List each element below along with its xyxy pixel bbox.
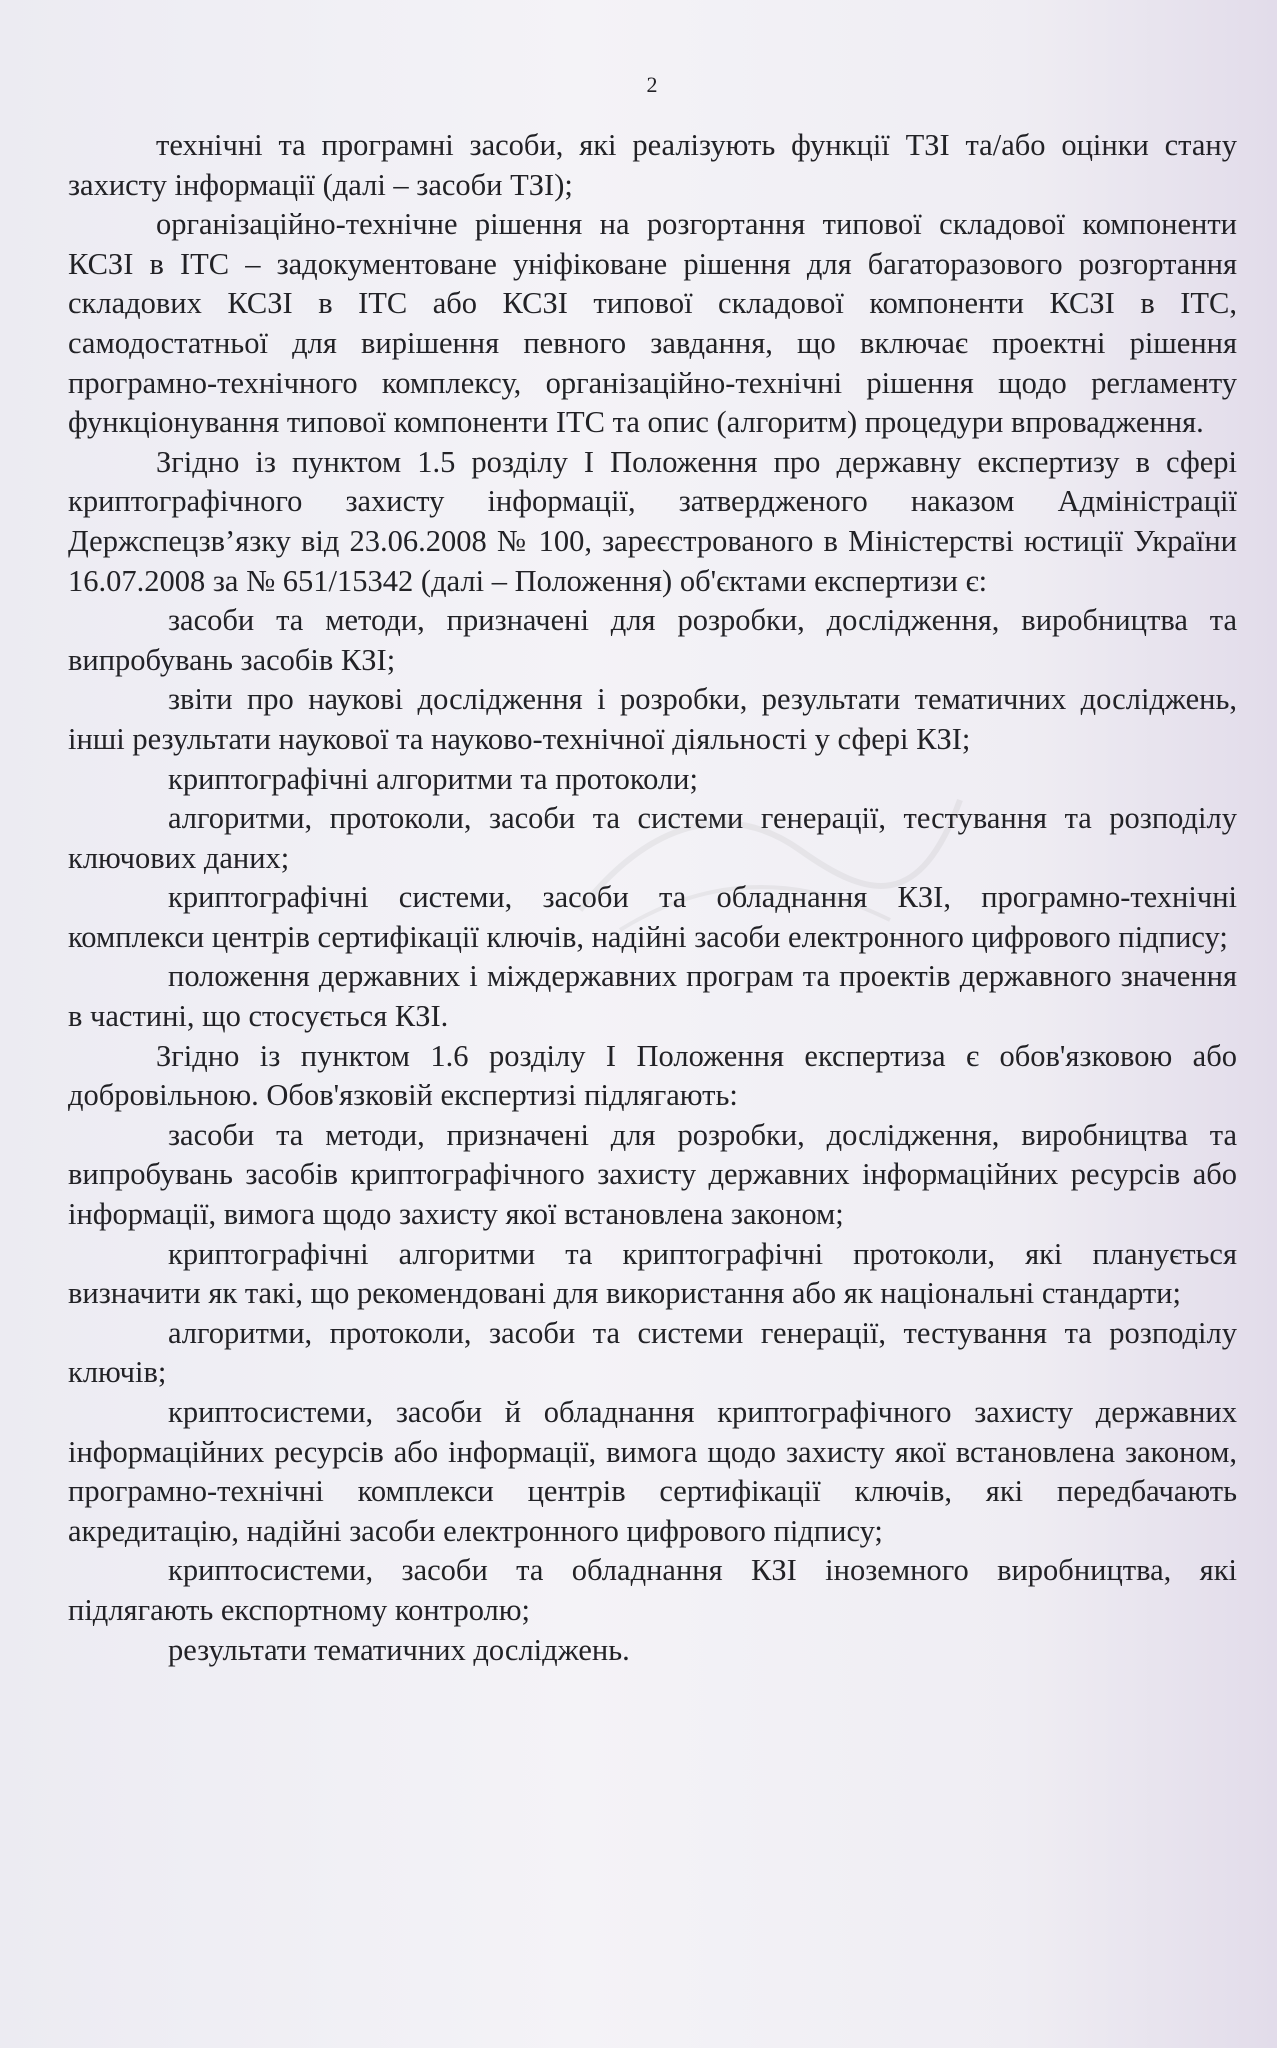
list-item: звіти про наукові дослідження і розробки, результати тематичних досліджень, інші результати наукової та науково-технічної діяльності у сфері КЗІ;: [68, 682, 1237, 756]
list-item: криптосистеми, засоби та обладнання КЗІ іноземного виробництва, які підлягають експортному контролю;: [68, 1553, 1237, 1627]
list-item: криптографічні алгоритми та протоколи;: [168, 761, 698, 796]
list-item: криптографічні алгоритми та криптографічні протоколи, які планується визначити як такі, що рекомендовані для використання або як національні стандарти;: [68, 1236, 1237, 1311]
list-item: алгоритми, протоколи, засоби та системи генерації, тестування та розподілу ключів;: [68, 1315, 1237, 1390]
list-item: результати тематичних досліджень.: [168, 1632, 630, 1667]
list-item: криптосистеми, засоби й обладнання криптографічного захисту державних інформаційних ресурсів або інформації, вимога щодо захисту якої встановлена законом, програмно-технічні комплекси центрів сертифікації ключів, які передбачають акредитацію, надійні засоби електронного цифрового підпису;: [68, 1395, 1237, 1548]
section-paragraph: Згідно із пунктом 1.5 розділу І Положення про державну експертизу в сфері криптографічного захисту інформації, затвердженого наказом Адміністрації Держспецзв’язку від 23.06.2008 № 100, зареєстрованого в Міністерстві юстиції України 16.07.2008 за № 651/15342 (далі – Положення) об'єктами експертизи є:: [68, 444, 1237, 598]
list-item: засоби та методи, призначені для розробки, дослідження, виробництва та випробувань засобів КЗІ;: [68, 603, 1237, 677]
definition-paragraph: технічні та програмні засоби, які реалізують функції ТЗІ та/або оцінки стану захисту інформації (далі – засоби ТЗІ);: [68, 128, 1237, 202]
list-item: засоби та методи, призначені для розробки, дослідження, виробництва та випробувань засобів криптографічного захисту державних інформаційних ресурсів або інформації, вимога щодо захисту якої встановлена законом;: [68, 1117, 1237, 1232]
page-number: 2: [646, 72, 659, 97]
list-item: положення державних і міждержавних програм та проектів державного значення в частині, що стосується КЗІ.: [68, 959, 1237, 1034]
list-item: алгоритми, протоколи, засоби та системи генерації, тестування та розподілу ключових даних;: [68, 801, 1237, 875]
definition-paragraph: організаційно-технічне рішення на розгортання типової складової компоненти КСЗІ в ІТС – задокументоване уніфіковане рішення для багаторазового розгортання складових КСЗІ в ІТС або КСЗІ типової складової компоненти КСЗІ в ІТС, самодостатньої для вирішення певного завдання, що включає проектні рішення програмно-технічного комплексу, організаційно-технічні рішення щодо регламенту функціонування типової компоненти ІТС та опис (алгоритм) процедури впровадження.: [68, 207, 1237, 440]
document-body: [68, 126, 1237, 1670]
section-paragraph: Згідно із пунктом 1.6 розділу І Положення експертиза є обов'язковою або добровільною. Обов'язковій експертизі підлягають:: [68, 1038, 1237, 1113]
list-item: криптографічні системи, засоби та обладнання КЗІ, програмно-технічні комплекси центрів сертифікації ключів, надійні засоби електронного цифрового підпису;: [68, 880, 1237, 954]
